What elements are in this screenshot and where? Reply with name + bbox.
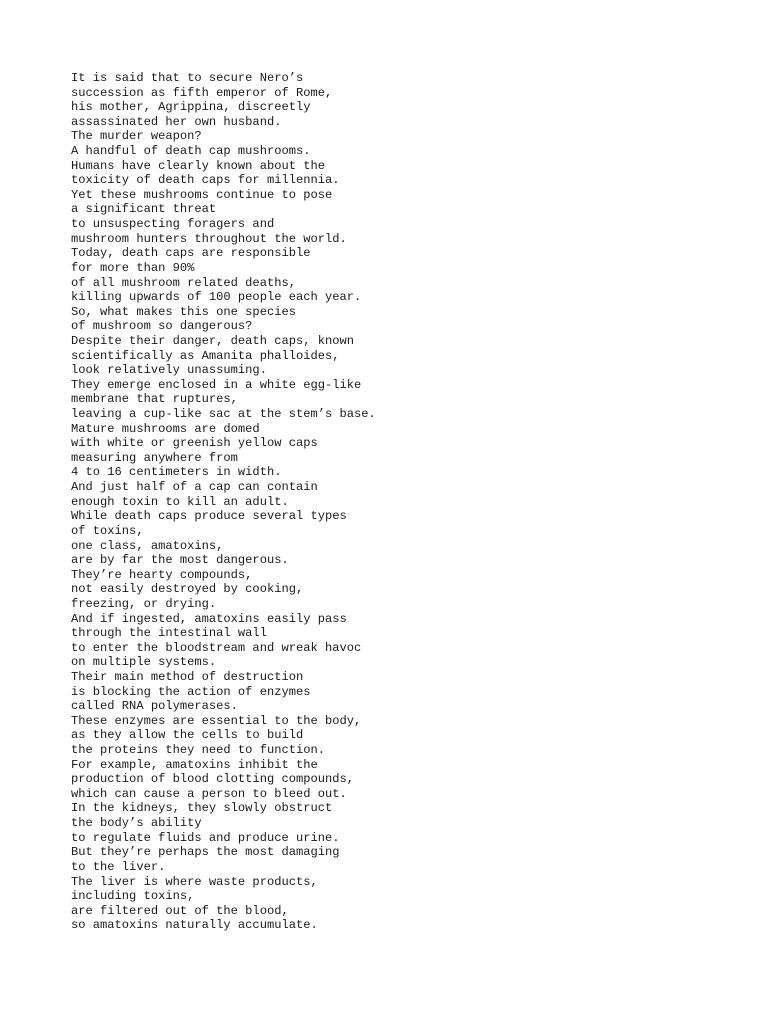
text-line: Their main method of destruction	[71, 669, 304, 684]
text-line: to regulate fluids and produce urine.	[71, 830, 340, 845]
text-line: So, what makes this one species	[71, 304, 296, 319]
text-line: But they’re perhaps the most damaging	[71, 845, 340, 860]
text-line: of mushroom so dangerous?	[71, 319, 253, 334]
text-line: are filtered out of the blood,	[71, 903, 289, 918]
text-line: the proteins they need to function.	[71, 743, 326, 758]
text-line: Yet these mushrooms continue to pose	[71, 187, 333, 202]
text-line: 4 to 16 centimeters in width.	[71, 465, 282, 480]
text-line: succession as fifth emperor of Rome,	[71, 85, 333, 100]
text-line: assassinated her own husband.	[71, 114, 282, 129]
text-line: scientifically as Amanita phalloides,	[71, 348, 340, 363]
text-line: of toxins,	[71, 523, 144, 538]
text-line: Despite their danger, death caps, known	[71, 333, 355, 348]
text-line: to the liver.	[71, 859, 166, 874]
text-line: the body’s ability	[71, 816, 202, 831]
text-line: In the kidneys, they slowly obstruct	[71, 801, 333, 816]
text-line: mushroom hunters throughout the world.	[71, 231, 347, 246]
text-line: It is said that to secure Nero’s	[71, 71, 304, 85]
text-line: leaving a cup-like sac at the stem’s base.	[71, 407, 376, 422]
text-line: including toxins,	[71, 889, 195, 904]
text-line: Today, death caps are responsible	[71, 246, 311, 261]
text-line: a significant threat	[71, 202, 217, 217]
text-line: of all mushroom related deaths,	[71, 275, 296, 290]
text-line: Humans have clearly known about the	[71, 158, 326, 173]
text-line: so amatoxins naturally accumulate.	[71, 918, 318, 933]
text-line: While death caps produce several types	[71, 509, 347, 524]
text-line: to enter the bloodstream and wreak havoc	[71, 640, 362, 655]
text-line: called RNA polymerases.	[71, 699, 238, 714]
text-line: Mature mushrooms are domed	[71, 421, 260, 436]
text-line: For example, amatoxins inhibit the	[71, 757, 318, 772]
text-line: enough toxin to kill an adult.	[71, 494, 289, 509]
text-line: killing upwards of 100 people each year.	[71, 290, 362, 305]
transcript-text	[71, 71, 376, 933]
text-line: toxicity of death caps for millennia.	[71, 173, 340, 188]
text-line: with white or greenish yellow caps	[71, 436, 318, 451]
text-line: They’re hearty compounds,	[71, 567, 253, 582]
text-line: to unsuspecting foragers and	[71, 217, 275, 232]
text-line: his mother, Agrippina, discreetly	[71, 100, 311, 115]
text-line: as they allow the cells to build	[71, 728, 304, 743]
text-line: which can cause a person to bleed out.	[71, 786, 347, 801]
text-line: The murder weapon?	[71, 129, 202, 144]
text-line: are by far the most dangerous.	[71, 553, 289, 568]
text-line: These enzymes are essential to the body,	[71, 713, 362, 728]
text-line: look relatively unassuming.	[71, 363, 267, 378]
text-line: production of blood clotting compounds,	[71, 772, 355, 787]
text-line: one class, amatoxins,	[71, 538, 224, 553]
text-line: freezing, or drying.	[71, 596, 217, 611]
text-line: And if ingested, amatoxins easily pass	[71, 611, 347, 626]
text-line: The liver is where waste products,	[71, 874, 318, 889]
text-line: They emerge enclosed in a white egg-like	[71, 377, 362, 392]
text-line: is blocking the action of enzymes	[71, 684, 311, 699]
text-line: for more than 90%	[71, 260, 195, 275]
text-line: not easily destroyed by cooking,	[71, 582, 304, 597]
text-line: on multiple systems.	[71, 655, 217, 670]
text-line: A handful of death cap mushrooms.	[71, 144, 311, 159]
text-line: measuring anywhere from	[71, 450, 238, 465]
text-line: And just half of a cap can contain	[71, 480, 318, 495]
text-line: through the intestinal wall	[71, 626, 267, 641]
text-line: membrane that ruptures,	[71, 392, 238, 407]
